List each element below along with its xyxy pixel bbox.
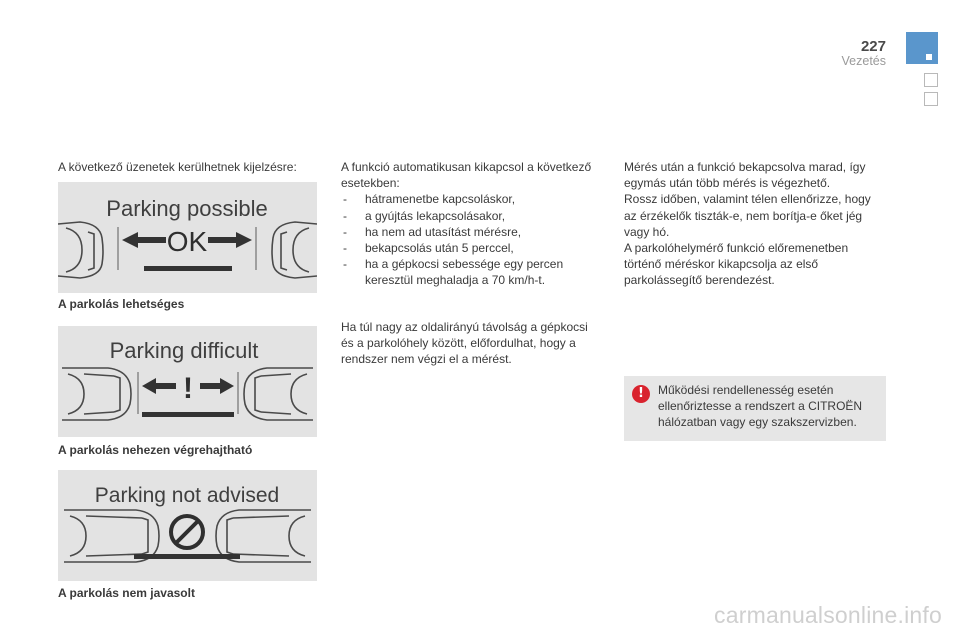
text-line: A funkció automatikusan kikapcsol a következő bbox=[341, 160, 592, 174]
left-arrow-icon bbox=[142, 378, 176, 394]
chapter-tab bbox=[924, 73, 938, 87]
display-label: Parking difficult bbox=[109, 338, 259, 363]
right-arrow-icon bbox=[208, 232, 252, 248]
text-line: Rossz időben, valamint télen ellenőrizze, hogy bbox=[624, 192, 871, 207]
right-car-icon bbox=[244, 368, 313, 420]
watermark: carmanualsonline.info bbox=[714, 602, 942, 628]
display-parking-not-advised bbox=[58, 470, 317, 581]
ok-symbol: OK bbox=[166, 226, 208, 257]
text-line: esetekben: bbox=[341, 176, 400, 191]
lateral-distance-paragraph bbox=[341, 319, 609, 368]
parking-not-advised-illustration bbox=[58, 470, 317, 581]
display-caption: A parkolás nem javasolt bbox=[58, 586, 195, 600]
text-line: rendszer nem végzi el a mérést. bbox=[341, 352, 512, 367]
after-measurement-paragraph bbox=[624, 159, 894, 289]
warning-note-text: Működési rendellenesség esetén ellenőriztesse a rendszert a CITROËN hálózatban vagy egy szakszervizben. bbox=[658, 383, 863, 430]
intro-text: A következő üzenetek kerülhetnek kijelzésre: bbox=[58, 160, 297, 174]
list-item: - hátramenetbe kapcsoláskor, bbox=[341, 191, 609, 207]
text-line: vagy hó. bbox=[624, 224, 670, 239]
list-item: - a gyújtás lekapcsolásakor, bbox=[341, 208, 609, 224]
distance-bar bbox=[142, 412, 234, 417]
list-item: - bekapcsolás után 5 perccel, bbox=[341, 240, 609, 256]
text-line: történő méréskor kikapcsolja az első bbox=[624, 257, 819, 272]
prohibited-icon bbox=[171, 516, 203, 548]
text-line: parkolássegítő berendezést. bbox=[624, 273, 775, 288]
display-label: Parking not advised bbox=[94, 484, 280, 507]
distance-bar bbox=[134, 554, 240, 559]
left-car-icon bbox=[58, 222, 103, 278]
chapter-tab bbox=[924, 92, 938, 106]
section-title: Vezetés bbox=[841, 54, 886, 68]
parking-possible-illustration bbox=[58, 182, 317, 293]
auto-off-list bbox=[341, 191, 609, 288]
distance-bar bbox=[144, 266, 232, 271]
list-item: - ha a gépkocsi sebessége egy percen keresztül meghaladja a 70 km/h-t. bbox=[341, 256, 609, 288]
auto-off-paragraph bbox=[341, 159, 609, 289]
left-arrow-icon bbox=[122, 232, 166, 248]
display-parking-difficult bbox=[58, 326, 317, 437]
list-item: - ha nem ad utasítást mérésre, bbox=[341, 224, 609, 240]
display-caption: A parkolás nehezen végrehajtható bbox=[58, 443, 253, 457]
page-number: 227 bbox=[860, 38, 886, 55]
text-line: az érzékelők tiszták-e, nem borítja-e őket jég bbox=[624, 208, 863, 223]
text-line: A parkolóhelymérő funkció előremenetben bbox=[624, 241, 849, 256]
warning-note bbox=[624, 376, 886, 441]
left-car-icon bbox=[62, 368, 131, 420]
chapter-tab-active bbox=[906, 32, 938, 64]
display-caption: A parkolás lehetséges bbox=[58, 297, 185, 311]
display-parking-possible bbox=[58, 182, 317, 293]
text-line: egymás után több mérés is végezhető. bbox=[624, 176, 831, 191]
exclamation-symbol: ! bbox=[183, 372, 193, 405]
right-arrow-icon bbox=[200, 378, 234, 394]
text-line: Ha túl nagy az oldalirányú távolság a gépkocsi bbox=[341, 320, 588, 334]
text-line: Mérés után a funkció bekapcsolva marad, így bbox=[624, 160, 866, 174]
warning-exclamation-icon: ! bbox=[632, 385, 650, 403]
text-line: és a parkolóhely között, előfordulhat, hogy a bbox=[341, 336, 576, 351]
parking-difficult-illustration bbox=[58, 326, 317, 437]
right-car-icon bbox=[272, 222, 317, 278]
display-label: Parking possible bbox=[106, 196, 268, 221]
